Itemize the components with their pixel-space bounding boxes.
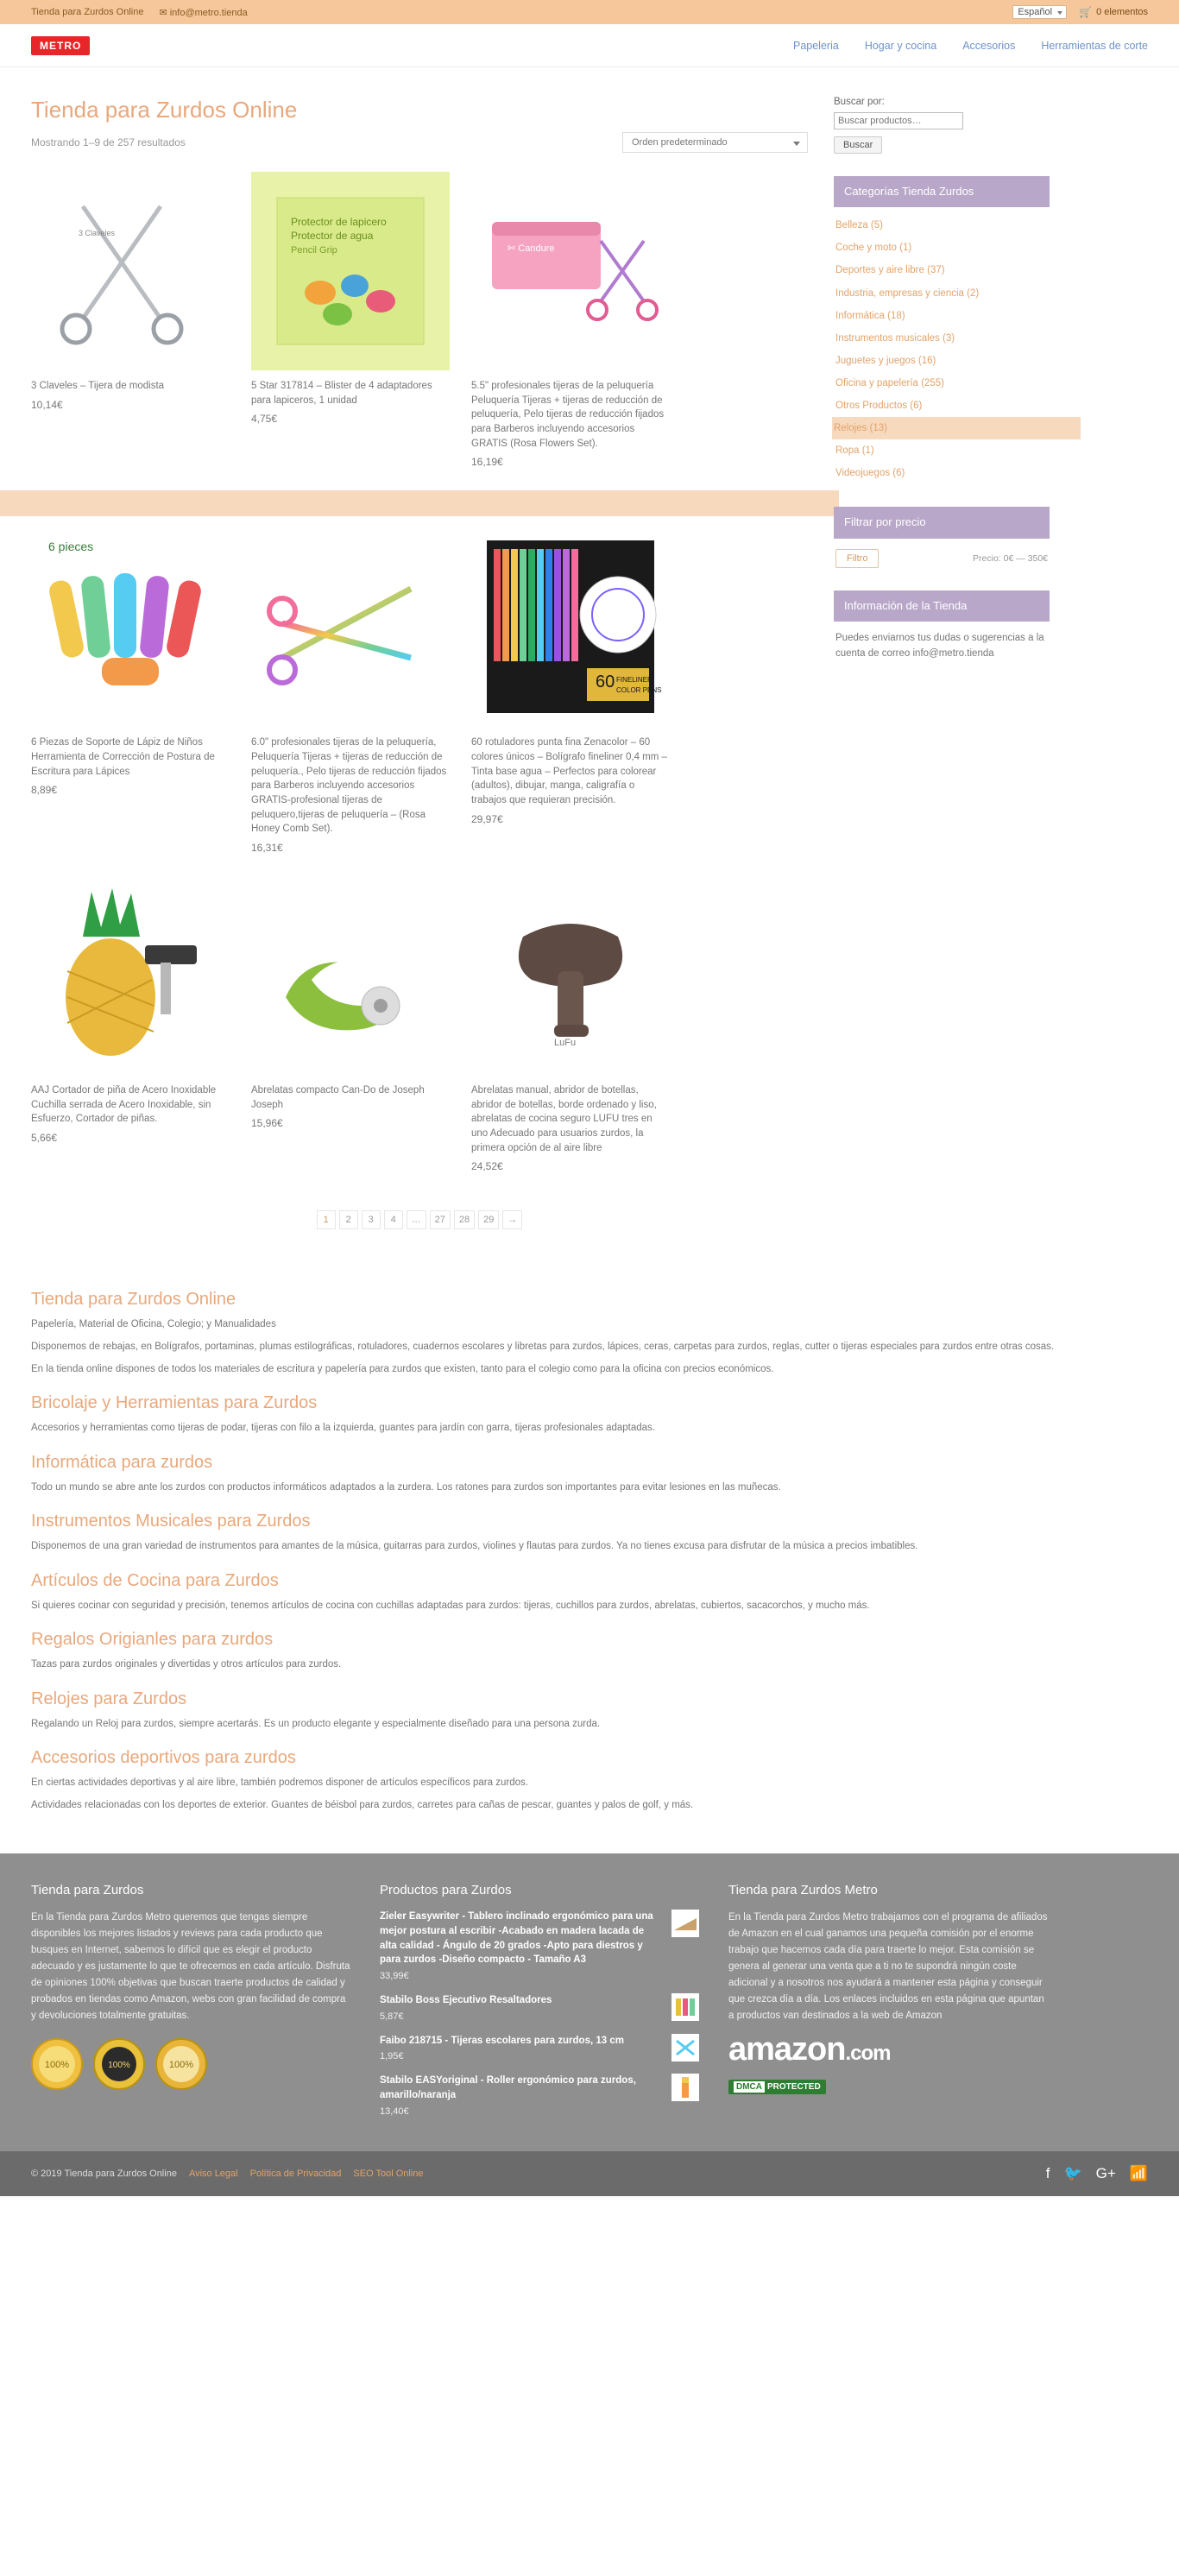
shop-main-column — [31, 97, 808, 1264]
product-name[interactable]: AAJ Cortador de piña de Acero Inoxidable Cuchilla serrada de Acero Inoxidable, sin Esfuerzo, Cortador de piñas. — [31, 1085, 217, 1125]
svg-text:COLOR PENS: COLOR PENS — [616, 686, 662, 695]
amazon-logo: amazon.com — [728, 2031, 891, 2068]
copyright-text: © 2019 Tienda para Zurdos Online — [31, 2168, 177, 2179]
pencil-grips-image — [251, 172, 450, 370]
product-image[interactable] — [31, 876, 230, 1075]
footer-link-aviso-legal[interactable]: Aviso Legal — [188, 2168, 238, 2179]
seo-heading: Bricolaje y Herramientas para Zurdos — [31, 1393, 318, 1413]
dmca-label: DMCA — [734, 2081, 765, 2093]
seo-heading: Tienda para Zurdos Online — [31, 1290, 236, 1310]
pagination-page-28[interactable]: 28 — [454, 1210, 475, 1229]
categories-widget — [834, 176, 1050, 484]
seo-heading: Instrumentos Musicales para Zurdos — [31, 1512, 311, 1531]
price-range-label: Precio: 0€ — 350€ — [973, 552, 1048, 564]
product-name[interactable]: 6.0" profesionales tijeras de la peluquería, Peluquería Tijeras + tijeras de reducción de peluquería., Pelo tijeras de reducción fijados para Barberos incluyendo accesorios GRATIS-profesional tijeras de peluquero,tijeras de peluquería – (Rosa Honey Comb Set). — [251, 737, 447, 835]
product-image[interactable] — [251, 172, 450, 370]
svg-text:3 Claveles: 3 Claveles — [79, 229, 116, 237]
filter-button[interactable]: Filtro — [835, 549, 879, 568]
can-opener-image — [251, 876, 450, 1075]
pagination-next-button[interactable]: → — [502, 1210, 522, 1229]
seo-paragraph: En ciertas actividades deportivas y al aire libre, también podremos disponer de artículos específicos para zurdos. — [31, 1777, 528, 1789]
scissors-grey-image — [31, 172, 230, 370]
satisfaction-guarantee-badge-icon — [31, 2038, 83, 2090]
money-back-guarantee-badge-icon — [93, 2038, 145, 2090]
seo-heading: Informática para zurdos — [31, 1452, 213, 1472]
svg-text:LuFu: LuFu — [554, 1038, 577, 1049]
category-item-deportes-y-aire-libre[interactable]: Deportes y aire libre (37) — [835, 265, 945, 276]
pagination-page-29[interactable]: 29 — [478, 1210, 499, 1229]
category-item-instrumentos-musicales[interactable]: Instrumentos musicales (3) — [835, 332, 955, 344]
footer-about-text: En la Tienda para Zurdos Metro queremos que tengas siempre disponibles los mejores listados y reviews para cada producto que busques en Internet, sabemos lo difícil que es elegir el producto adecuado y es justamente lo que te ofrecemos en cada artículo. Disfruta de opiniones 100% objetivas que buscan traerte productos de calidad y probados en tiendas como Amazon, webs con gran facilidad de compra y devoluciones totalmente gratuitas. — [31, 1912, 350, 2022]
product-image[interactable] — [251, 876, 450, 1075]
product-price: 24,52€ — [471, 1160, 503, 1173]
pink-case-image — [471, 172, 670, 370]
footer-product-price: 5,87€ — [380, 2011, 404, 2022]
product-card[interactable] — [31, 528, 230, 854]
svg-text:100%: 100% — [168, 2060, 194, 2071]
footer-product-title[interactable]: Stabilo Boss Ejecutivo Resaltadores — [380, 1995, 552, 2006]
chevron-down-icon — [793, 142, 800, 146]
product-price: 16,19€ — [471, 456, 503, 469]
footer-product-title[interactable]: Stabilo EASYoriginal - Roller ergonómico para zurdos, amarillo/naranja — [380, 2075, 636, 2101]
product-card[interactable] — [471, 876, 670, 1172]
nav-item-hogar-y-cocina[interactable]: Hogar y cocina — [864, 39, 937, 52]
chevron-down-icon — [1057, 11, 1062, 15]
product-name[interactable]: Abrelatas compacto Can-Do de Joseph Joseph — [251, 1085, 425, 1110]
nav-item-herramientas-de-corte[interactable]: Herramientas de corte — [1041, 39, 1148, 52]
footer-amazon-title: Tienda para Zurdos Metro — [728, 1883, 878, 1898]
product-card[interactable] — [251, 876, 450, 1172]
site-footer — [0, 1853, 1179, 2150]
result-count: Mostrando 1–9 de 257 resultados — [31, 136, 186, 148]
seo-heading: Artículos de Cocina para Zurdos — [31, 1570, 279, 1590]
seo-paragraph: Disponemos de rebajas, en Bolígrafos, portaminas, plumas estilográficas, rotuladores, cuadernos escolares y libretas para zurdos, lápices, ceras, carpetas para zurdos, reglas, cutter o tijeras especiales para zurdos entre otras cosas. — [31, 1341, 1055, 1352]
product-name[interactable]: 5.5" profesionales tijeras de la peluquería Peluquería Tijeras + tijeras de reducción de peluquería, Pelo tijeras de reducción fijados para Barberos incluyendo accesorios GRATIS (Rosa Flowers Set). — [471, 381, 665, 449]
category-item-juguetes-y-juegos[interactable]: Juguetes y juegos (16) — [835, 355, 936, 366]
facebook-icon[interactable]: f — [1045, 2164, 1050, 2181]
social-links — [1046, 2165, 1148, 2182]
rss-icon[interactable]: 📶 — [1129, 2164, 1148, 2181]
grip-rainbow-image — [31, 528, 230, 727]
footer-column-products — [380, 1883, 699, 2128]
pagination-ellipsis: … — [407, 1210, 426, 1229]
svg-text:100%: 100% — [108, 2061, 130, 2071]
language-select[interactable] — [1012, 5, 1067, 19]
footer-product-thumbnail — [671, 1910, 699, 1937]
dmca-protected-badge[interactable] — [728, 2080, 826, 2094]
nav-item-papeleria[interactable]: Papeleria — [792, 39, 839, 52]
pagination-page-1[interactable]: 1 — [317, 1210, 336, 1229]
store-info-title: Información de la Tienda — [834, 590, 1050, 622]
product-price: 8,89€ — [31, 784, 58, 797]
footer-product-item[interactable] — [380, 2074, 699, 2116]
product-card[interactable] — [251, 528, 450, 854]
store-info-widget — [834, 590, 1050, 662]
product-image[interactable] — [31, 528, 230, 727]
category-item-videojuegos[interactable]: Videojuegos (6) — [835, 468, 905, 479]
product-card[interactable] — [471, 172, 670, 468]
category-item-coche-y-moto[interactable]: Coche y moto (1) — [835, 243, 912, 254]
svg-text:100%: 100% — [44, 2060, 70, 2071]
site-logo[interactable]: METRO — [31, 36, 90, 55]
footer-links — [189, 2169, 424, 2179]
top-bar-left — [31, 7, 248, 18]
footer-link-seo-tool-online[interactable]: SEO Tool Online — [353, 2168, 424, 2179]
price-filter-widget — [834, 507, 1050, 567]
scissors-rainbow-image — [251, 528, 450, 727]
search-input[interactable] — [834, 112, 963, 129]
footer-product-price: 33,99€ — [380, 1971, 409, 1982]
seo-paragraph: En la tienda online dispones de todos los materiales de escritura y papelería para zurdos que existen, tanto para el colegio como para la oficina con precios económicos. — [31, 1363, 774, 1374]
search-label: Buscar por: — [834, 97, 885, 107]
svg-text:Protector de agua: Protector de agua — [291, 230, 374, 242]
product-card[interactable] — [251, 172, 450, 468]
pagination-page-3[interactable]: 3 — [362, 1210, 381, 1229]
product-grid-row2 — [31, 528, 808, 1195]
pineapple-image — [31, 876, 230, 1075]
seo-heading: Relojes para Zurdos — [31, 1689, 187, 1708]
shop-layout — [0, 67, 1179, 1264]
dmca-protected-label: PROTECTED — [767, 2082, 821, 2093]
twitter-icon[interactable]: 🐦 — [1063, 2164, 1082, 2181]
main-nav — [793, 40, 1148, 52]
footer-about-title: Tienda para Zurdos — [31, 1883, 144, 1898]
cart-count-label: 0 elementos — [1096, 7, 1148, 17]
category-item-belleza[interactable]: Belleza (5) — [835, 220, 883, 231]
site-name: Tienda para Zurdos Online — [31, 7, 144, 17]
search-widget — [834, 97, 1050, 154]
product-card[interactable] — [471, 528, 670, 854]
product-card[interactable] — [31, 172, 230, 468]
sidebar — [834, 97, 1050, 1264]
product-price: 15,96€ — [251, 1117, 283, 1130]
opener-brown-image — [471, 876, 670, 1075]
trust-badges — [31, 2038, 350, 2090]
ordering-select[interactable] — [622, 132, 808, 153]
product-price: 10,14€ — [31, 398, 63, 411]
top-bar — [0, 0, 1179, 24]
price-filter-title: Filtrar por precio — [834, 507, 1050, 538]
seo-heading: Regalos Origianles para zurdos — [31, 1630, 274, 1650]
footer-products-title: Productos para Zurdos — [380, 1883, 512, 1898]
pagination-page-2[interactable]: 2 — [339, 1210, 358, 1229]
product-name[interactable]: 3 Claveles – Tijera de modista — [31, 381, 165, 391]
contact-email[interactable]: ✉ info@metro.tienda — [159, 7, 248, 18]
footer-column-amazon — [728, 1883, 1048, 2128]
footer-product-thumbnail — [671, 2034, 699, 2061]
product-name[interactable]: Abrelatas manual, abridor de botellas, abridor de botellas, borde ordenado y liso, abrelatas de cocina seguro LUFU tres en uno Adecuado para usuarios zurdos, la primera opción de al aire libre — [471, 1085, 657, 1153]
svg-text:Protector de lapicero: Protector de lapicero — [291, 216, 387, 228]
nav-item-accesorios[interactable]: Accesorios — [962, 39, 1016, 52]
categories-title: Categorías Tienda Zurdos — [834, 176, 1050, 207]
product-name[interactable]: 6 Piezas de Soporte de Lápiz de Niños Herramienta de Corrección de Postura de Escritura para Lápices — [31, 737, 215, 777]
seo-paragraph: Regalando un Reloj para zurdos, siempre acertarás. Es un producto elegante y especialmente diseñado para una persona zurda. — [31, 1718, 601, 1729]
category-item-ropa[interactable]: Ropa (1) — [835, 445, 874, 457]
price-filter-row — [834, 539, 1050, 568]
store-info-text: Puedes enviarnos tus dudas o sugerencias a la cuenta de correo info@metro.tienda — [835, 632, 1044, 660]
svg-text:6 pieces: 6 pieces — [48, 540, 94, 554]
footer-product-item[interactable] — [380, 1993, 699, 2022]
seo-heading: Accesorios deportivos para zurdos — [31, 1748, 296, 1768]
search-button[interactable]: Buscar — [834, 136, 882, 154]
markers-image — [471, 528, 670, 727]
site-header — [0, 24, 1179, 67]
categories-list — [834, 207, 1050, 484]
product-name[interactable]: 60 rotuladores punta fina Zenacolor – 60 colores únicos – Bolígrafo fineliner 0,4 mm – Tinta base agua – Perfectos para colorear (adultos), dibujar, manga, caligrafía o trabajos que requieran precisión. — [471, 737, 667, 806]
product-image[interactable] — [471, 172, 670, 370]
pagination-page-4[interactable]: 4 — [384, 1210, 403, 1229]
footer-product-price: 13,40€ — [380, 2106, 409, 2117]
footer-product-price: 1,95€ — [380, 2051, 404, 2062]
footer-column-about — [31, 1883, 350, 2128]
seo-paragraph: Actividades relacionadas con los deportes de exterior. Guantes de béisbol para zurdos, carretes para cañas de pescar, guantes y palos de golf, y más. — [31, 1799, 694, 1810]
footer-product-title[interactable]: Faibo 218715 - Tijeras escolares para zurdos, 13 cm — [380, 2035, 624, 2046]
product-image[interactable] — [471, 528, 670, 727]
footer-product-thumbnail — [671, 2074, 699, 2101]
seo-paragraph: Papelería, Material de Oficina, Colegio; y Manualidades — [31, 1319, 276, 1330]
seo-paragraph: Disponemos de una gran variedad de instrumentos para amantes de la música, guitarras para zurdos, violines y flautas para zurdos. Ya no tienes excusa para disfrutar de la música a precios imbatibles. — [31, 1541, 918, 1552]
row-highlight-strip — [0, 490, 839, 516]
product-image[interactable] — [31, 172, 230, 370]
product-price: 4,75€ — [251, 413, 278, 426]
seo-paragraph: Si quieres cocinar con seguridad y precisión, tenemos artículos de cocina con cuchillas adaptadas para zurdos: tijeras, cuchillos para zurdos, abrelatas, cubiertos, sacacorchos, y mucho más. — [31, 1600, 870, 1611]
cart-link[interactable] — [1079, 6, 1148, 18]
product-name[interactable]: 5 Star 317814 – Blister de 4 adaptadores para lapiceros, 1 unidad — [251, 381, 432, 406]
seo-content — [0, 1264, 1179, 1853]
result-row — [31, 132, 808, 153]
satisfaction-badge-icon — [155, 2038, 207, 2090]
footer-amazon-text: En la Tienda para Zurdos Metro trabajamos con el programa de afiliados de Amazon en el cual ganamos una pequeña comisión por el enorme trabajo que hacemos cada día para traerte lo mejor. Esta comisión se genera al generar una venta que a ti no te supondrá ningún coste adicional y a nosotros nos ayudará a mantener esta página y conseguir que crezca día a día. Los enlaces incluidos en esta página que apuntan a productos van destinados a la web de Amazon — [728, 1912, 1048, 2022]
svg-text:FINELINER: FINELINER — [616, 676, 653, 685]
svg-text:60: 60 — [596, 672, 615, 692]
category-item-informatica[interactable]: Informática (18) — [835, 310, 905, 321]
category-item-otros-productos[interactable]: Otros Productos (6) — [835, 401, 923, 411]
google-plus-icon[interactable]: G+ — [1095, 2164, 1116, 2181]
svg-text:✄ Candure: ✄ Candure — [508, 243, 555, 254]
footer-product-item[interactable] — [380, 1910, 699, 1981]
category-item-oficina-y-papeleria[interactable]: Oficina y papelería (255) — [835, 377, 944, 388]
product-grid — [31, 172, 808, 490]
seo-paragraph: Accesorios y herramientas como tijeras de podar, tijeras con filo a la izquierda, guantes para jardín con garra, tijeras profesionales adaptadas. — [31, 1423, 655, 1434]
footer-product-thumbnail — [671, 1993, 699, 2021]
ordering-value: Orden predeterminado — [632, 137, 728, 148]
product-card[interactable] — [31, 876, 230, 1172]
category-item-relojes[interactable]: Relojes (13) — [832, 417, 1081, 439]
pagination — [31, 1210, 808, 1229]
product-price: 5,66€ — [31, 1132, 58, 1145]
svg-text:Pencil Grip: Pencil Grip — [291, 245, 337, 256]
category-item-industria-empresas-y-ciencia[interactable]: Industria, empresas y ciencia (2) — [835, 287, 980, 299]
product-image[interactable] — [251, 528, 450, 727]
seo-paragraph: Tazas para zurdos originales y divertidas y otros artículos para zurdos. — [31, 1659, 342, 1670]
cart-icon: 🛒 — [1079, 6, 1093, 18]
product-price: 16,31€ — [251, 842, 283, 855]
language-value: Español — [1018, 7, 1053, 17]
top-bar-right — [1012, 5, 1148, 19]
seo-paragraph: Todo un mundo se abre ante los zurdos con productos informáticos adaptados a la zurdera. Los ratones para zurdos son importantes para evitar lesiones en las muñecas. — [31, 1481, 781, 1493]
footer-product-item[interactable] — [380, 2034, 699, 2062]
page-title: Tienda para Zurdos Online — [31, 97, 298, 123]
product-image[interactable] — [471, 876, 670, 1075]
pagination-page-27[interactable]: 27 — [430, 1210, 451, 1229]
footer-product-title[interactable]: Zieler Easywriter - Tablero inclinado ergonómico para una mejor postura al escribir -Acabado en madera lacada de alta calidad - Ángulo de 20 grados -Apto para diestros y para zurdos -Diseño compacto - Tamaño A3 — [380, 1911, 653, 1966]
product-price: 29,97€ — [471, 812, 503, 825]
footer-link-politica-de-privacidad[interactable]: Política de Privacidad — [249, 2168, 342, 2179]
copyright-bar — [0, 2151, 1179, 2196]
